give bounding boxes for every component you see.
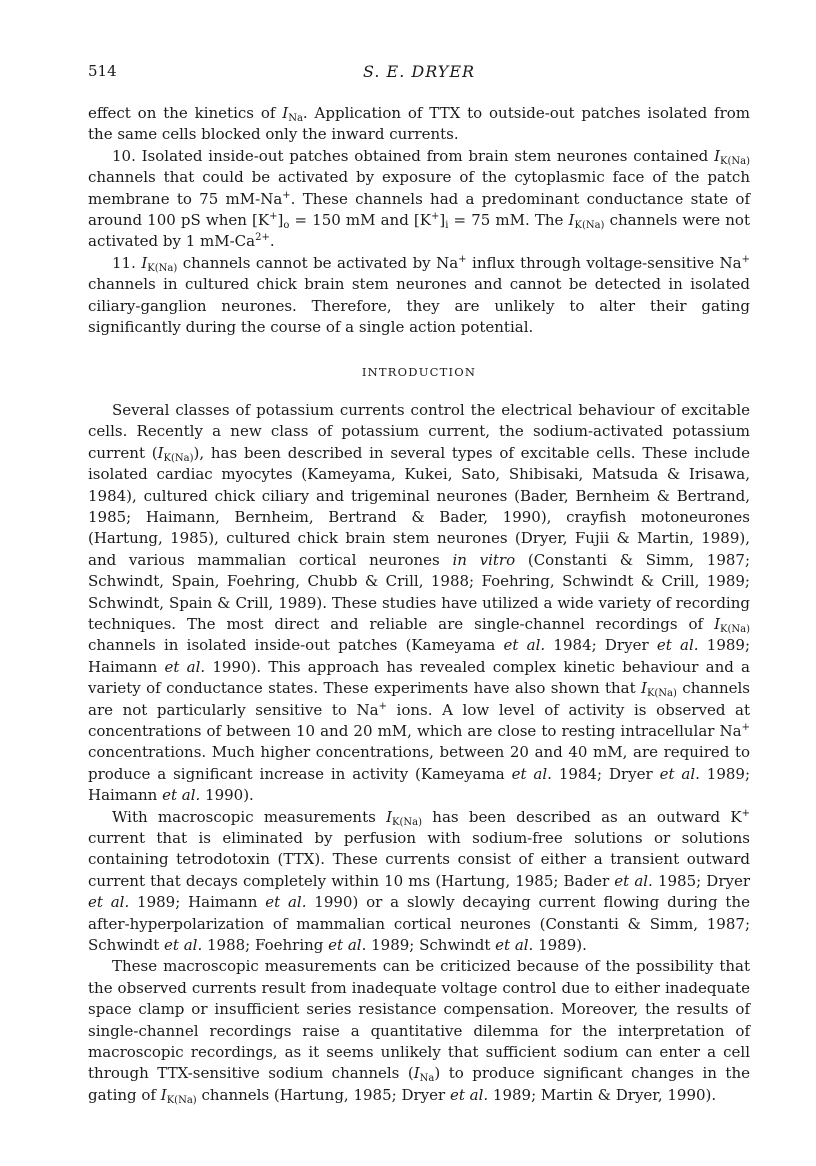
page-number: 514 [88, 62, 117, 80]
summary-paragraph-11: 11. $I_{K(Na)}$ channels cannot be activated by Na+ influx through voltage-sensitive Na+ channels in cultured chick brain stem neurones and cannot be detected in isolated ciliary-ganglion neurones. Therefore, they are unlikely to alter their gating significantly during the course of a single action potential. [88, 253, 751, 337]
running-head: S. E. DRYER [362, 62, 476, 81]
summary-paragraph-9-end: effect on the kinetics of $I_{Na}$. Application of TTX to outside-out patches isolated from the same cells blocked only the inward currents. [88, 104, 750, 144]
intro-paragraph-2: With macroscopic measurements $I_{K(Na)}$ has been described as an outward K+ current that is eliminated by perfusion with sodium-free solutions or solutions containing tetrodotoxin (TTX). These currents consist of either a transient outward current that decays completely within 10 ms (Hartung, 1985; Bader et al. 1985; Dryer et al. 1989; Haimann et al. 1990) or a slowly decaying current flowing during the after-hyperpolarization of mammalian cortical neurones (Constanti & Simm, 1987; Schwindt et al. 1988; Foehring et al. 1989; Schwindt et al. 1989). [88, 807, 751, 955]
intro-paragraph-3: These macroscopic measurements can be criticized because of the possibility that the observed currents result from inadequate voltage control due to either inadequate space clamp or insufficient series resistance compensation. Moreover, the results of single-channel recordings raise a quantitative dilemma for the interpretation of macroscopic recordings, as it seems unlikely that sufficient sodium can enter a cell through TTX-sensitive sodium channels $(I_{Na})$ to produce significant changes in the gating of $I_{K(Na)}$ channels (Hartung, 1985; Dryer et al. 1989; Martin & Dryer, 1990). [88, 957, 750, 1106]
article-body [88, 103, 750, 1106]
section-heading-introduction: INTRODUCTION [361, 365, 477, 380]
summary-paragraph-10: 10. Isolated inside-out patches obtained from brain stem neurones contained $I_{K(Na)}$ channels that could be activated by exposure of the cytoplasmic face of the patch membrane to 75 mM-Na+. These channels had a predominant conductance state of around 100 pS when $[K^+]_o = 150$ mM and $[K^+]_i = 75$ mM. The $I_{K(Na)}$ channels were not activated by 1 $mM-Ca^{2+}$. [88, 146, 750, 251]
page-header [88, 62, 750, 86]
intro-paragraph-1: Several classes of potassium currents control the electrical behaviour of excitable cells. Recently a new class of potassium current, the sodium-activated potassium current $(I_{K(Na)})$, has been described in several types of excitable cells. These include isolated cardiac myocytes (Kameyama, Kukei, Sato, Shibisaki, Matsuda & Irisawa, 1984), cultured chick ciliary and trigeminal neurones (Bader, Bernheim & Bertrand, 1985; Haimann, Bernheim, Bertrand & Bader, 1990), crayfish motoneurones (Hartung, 1985), cultured chick brain stem neurones (Dryer, Fujii & Martin, 1989), and various mammalian cortical neurones in vitro (Constanti & Simm, 1987; Schwindt, Spain, Foehring, Chubb & Crill, 1988; Foehring, Schwindt & Crill, 1989; Schwindt, Spain & Crill, 1989). These studies have utilized a wide variety of recording techniques. The most direct and reliable are single-channel recordings of $I_{K(Na)}$ channels in isolated inside-out patches (Kameyama et al. 1984; Dryer et al. 1989; Haimann et al. 1990). This approach has revealed complex kinetic behaviour and a variety of conductance states. These experiments have also shown that $I_{K(Na)}$ channels are not particularly sensitive to Na+ ions. A low level of activity is observed at concentrations of between 10 and 20 mM, which are close to resting intracellular Na+ concentrations. Much higher concentrations, between 20 and 40 mM, are required to produce a significant increase in activity (Kameyama et al. 1984; Dryer et al. 1989; Haimann et al. 1990). [88, 400, 751, 805]
